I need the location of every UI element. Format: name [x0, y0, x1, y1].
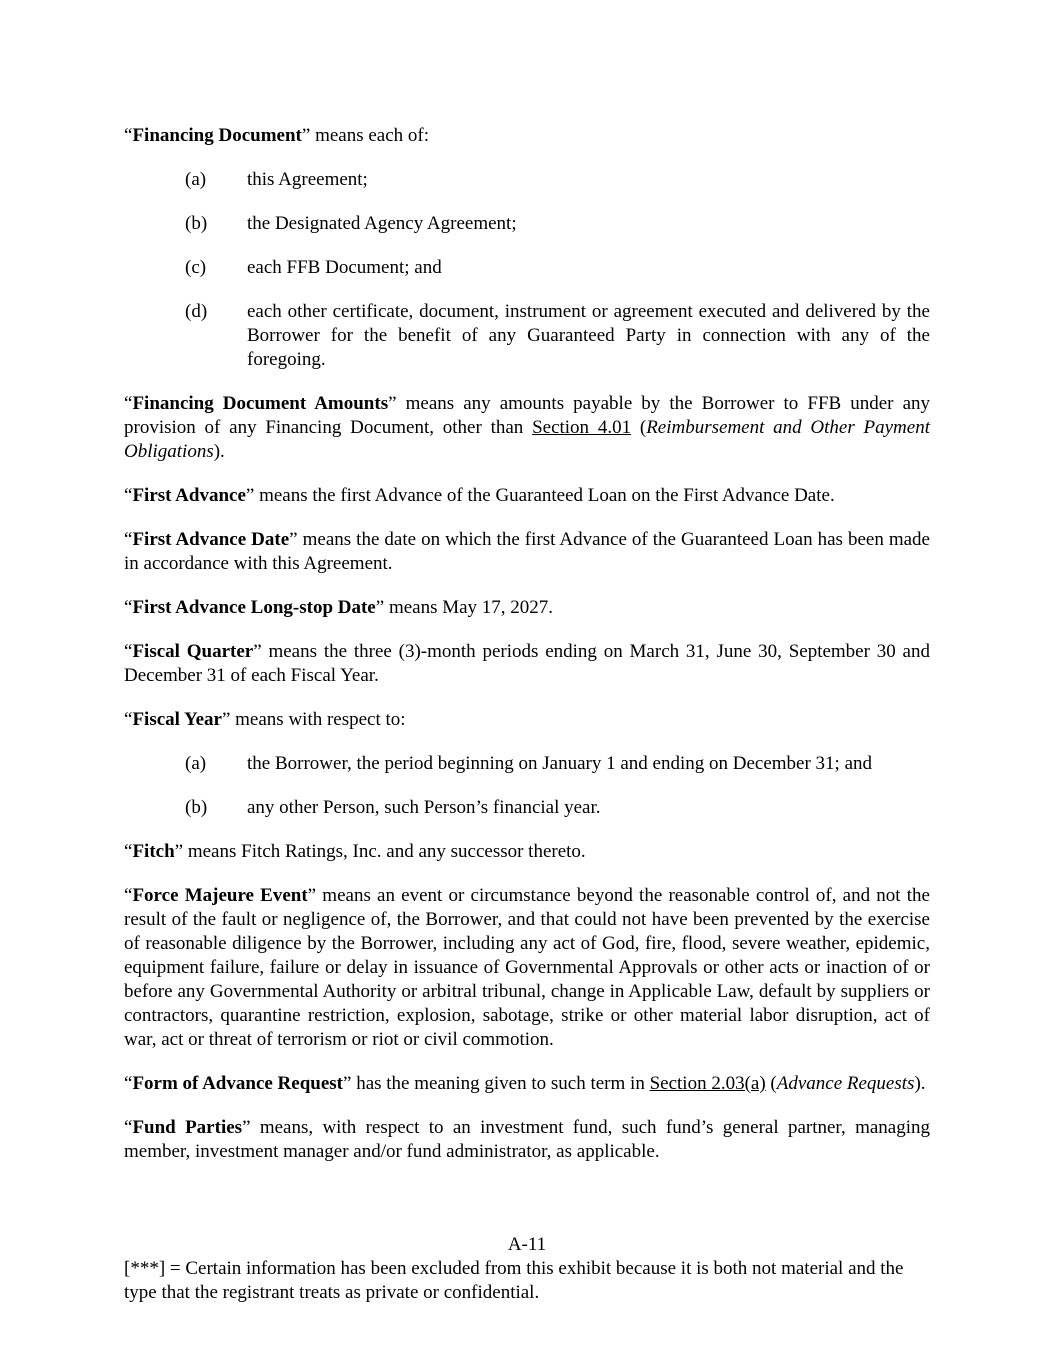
open-quote: “ — [124, 885, 133, 906]
close-quote: ” — [174, 841, 184, 862]
definition-first-advance-date — [124, 528, 930, 576]
definition-text: means the first Advance of the Guaranteed Loan on the First Advance Date. — [254, 485, 835, 506]
definition-text: means each of: — [310, 125, 430, 146]
defined-term: Financing Document — [132, 125, 302, 146]
list-item-text: any other Person, such Person’s financial year. — [247, 797, 601, 818]
close-quote: ” — [221, 709, 231, 730]
definition-fund-parties — [124, 1116, 930, 1164]
list-item — [124, 796, 930, 820]
close-quote: ” — [343, 1073, 352, 1094]
list-item — [124, 168, 930, 192]
definition-fiscal-year — [124, 708, 930, 732]
definition-text: means Fitch Ratings, Inc. and any successor thereto. — [183, 841, 586, 862]
page-number: A-11 — [507, 1234, 547, 1255]
close-quote: ” — [375, 597, 385, 618]
close-quote: ” — [301, 125, 311, 146]
defined-term: Form of Advance Request — [132, 1073, 343, 1094]
defined-term: Force Majeure Event — [132, 885, 308, 906]
definition-form-of-advance-request — [124, 1072, 930, 1096]
definition-fiscal-quarter — [124, 640, 930, 688]
definition-text: means, with respect to an investment fund, such fund’s general partner, managing member, investment manager and/or fund administrator, as applicable. — [124, 1117, 931, 1162]
definition-text: has the meaning given to such term in — [351, 1073, 650, 1094]
definition-text: means any amounts payable by the Borrower to FFB under any provision of any Financing Document, other than — [124, 393, 931, 438]
open-quote: “ — [124, 529, 133, 550]
defined-term: Fiscal Quarter — [132, 641, 254, 662]
list-item-label: (b) — [185, 797, 208, 818]
close-quote: ” — [307, 885, 317, 906]
definition-text: means an event or circumstance beyond the reasonable control of, and not the result of the fault or negligence of, the Borrower, and that could not have been prevented by the exercise of reasonable diligence by the Borrower, including any act of God, fire, flood, severe weather, epidemic, equipment failure, failure or delay in issuance of Governmental Approvals or other acts or inaction of or before any Governmental Authority or arbitral tribunal, change in Applicable Law, default by suppliers or contractors, quarantine restriction, explosion, sabotage, strike or other material labor disruption, act of war, act or threat of terrorism or riot or civil commotion. — [124, 885, 930, 1050]
list-item-text: the Borrower, the period beginning on January 1 and ending on December 31; and — [247, 753, 873, 774]
definition-first-advance-longstop-date — [124, 596, 930, 620]
open-quote: “ — [124, 125, 133, 146]
definition-text: means the three (3)-month periods ending on March 31, June 30, September 30 and December 31 of each Fiscal Year. — [124, 641, 930, 686]
list-item-label: (d) — [185, 301, 208, 322]
defined-term: Fiscal Year — [132, 709, 222, 730]
close-quote: ” — [245, 485, 255, 506]
list-item — [124, 300, 930, 372]
list-item-text: each FFB Document; and — [247, 257, 442, 278]
open-quote: “ — [124, 597, 133, 618]
list-item — [124, 256, 930, 280]
open-quote: “ — [124, 485, 133, 506]
open-quote: “ — [124, 841, 133, 862]
definition-text: means the date on which the first Advance of the Guaranteed Loan has been made in accordance with this Agreement. — [124, 529, 930, 574]
definition-text: ). — [914, 1073, 926, 1094]
section-reference-link[interactable]: Section 2.03(a) — [649, 1073, 766, 1094]
defined-term: First Advance — [132, 485, 246, 506]
close-quote: ” — [289, 529, 298, 550]
list-item-text: this Agreement; — [247, 169, 368, 190]
definition-force-majeure-event — [124, 884, 930, 1052]
list-item-label: (a) — [185, 753, 207, 774]
definition-text: ( — [765, 1073, 777, 1094]
defined-term: First Advance Date — [132, 529, 290, 550]
open-quote: “ — [124, 709, 133, 730]
defined-term: Fund Parties — [132, 1117, 243, 1138]
list-item — [124, 752, 930, 776]
section-reference-link[interactable]: Section 4.01 — [532, 417, 632, 438]
defined-term: Fitch — [132, 841, 175, 862]
open-quote: “ — [124, 1073, 133, 1094]
list-item-label: (c) — [185, 257, 207, 278]
list-item-label: (a) — [185, 169, 207, 190]
definition-text: ). — [213, 441, 225, 462]
open-quote: “ — [124, 1117, 133, 1138]
list-item-text: each other certificate, document, instrument or agreement executed and delivered by the Borrower for the benefit of any Guaranteed Party in connection with any of the foregoing. — [247, 301, 930, 370]
close-quote: ” — [253, 641, 262, 662]
definition-first-advance — [124, 484, 930, 508]
page-footer — [124, 1233, 930, 1305]
section-title: Advance Requests — [776, 1073, 915, 1094]
definition-text: means May 17, 2027. — [384, 597, 554, 618]
open-quote: “ — [124, 641, 133, 662]
definition-fitch — [124, 840, 930, 864]
definition-text: ( — [631, 417, 647, 438]
defined-term: First Advance Long-stop Date — [132, 597, 376, 618]
close-quote: ” — [388, 393, 397, 414]
redaction-note: [***] = Certain information has been excluded from this exhibit because it is both not material and the type that the registrant treats as private or confidential. — [124, 1258, 904, 1303]
list-item — [124, 212, 930, 236]
page-content — [124, 124, 930, 1184]
list-item-text: the Designated Agency Agreement; — [247, 213, 517, 234]
open-quote: “ — [124, 393, 133, 414]
definition-financing-document — [124, 124, 930, 148]
close-quote: ” — [242, 1117, 251, 1138]
definition-financing-document-amounts — [124, 392, 930, 464]
section-title: Reimbursement and Other Payment Obligations — [124, 417, 930, 462]
definition-text: means with respect to: — [230, 709, 406, 730]
defined-term: Financing Document Amounts — [132, 393, 389, 414]
list-item-label: (b) — [185, 213, 208, 234]
